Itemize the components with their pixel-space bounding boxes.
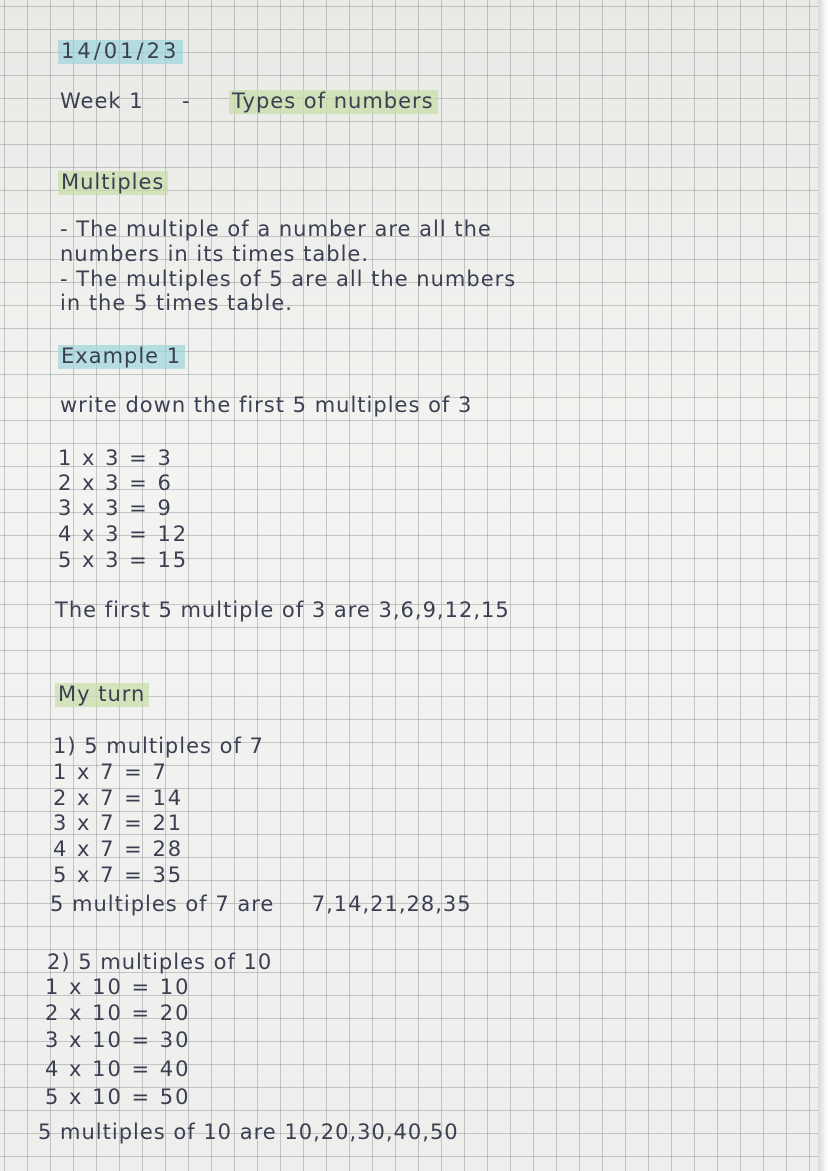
example-step-1: 1 x 3 = 3: [58, 446, 173, 470]
topic-title: Types of numbers: [229, 90, 438, 114]
example-step-3: 3 x 3 = 9: [58, 496, 173, 520]
question-2-title: 2) 5 multiples of 10: [47, 950, 273, 974]
title-line: [60, 90, 438, 114]
question-2-step-2: 2 x 10 = 20: [45, 1001, 191, 1025]
question-1-title: 1) 5 multiples of 7: [53, 734, 264, 758]
definition-line-3: - The multiples of 5 are all the numbers: [60, 267, 517, 291]
question-2-step-3: 3 x 10 = 30: [45, 1028, 191, 1052]
question-1-step-1: 1 x 7 = 7: [53, 760, 168, 784]
my-turn-heading: [55, 683, 149, 707]
my-turn-heading-text: My turn: [55, 683, 149, 707]
example-answer: The first 5 multiple of 3 are 3,6,9,12,15: [55, 598, 510, 622]
question-2-step-5: 5 x 10 = 50: [45, 1085, 191, 1109]
definition-line-1: - The multiple of a number are all the: [60, 217, 492, 241]
question-1-step-2: 2 x 7 = 14: [53, 786, 184, 810]
example-step-5: 5 x 3 = 15: [58, 548, 189, 572]
date-line: [58, 40, 183, 64]
week-label: Week 1: [60, 89, 144, 113]
question-1-answer: [50, 894, 472, 915]
multiples-heading: [58, 171, 168, 195]
question-2-step-4: 4 x 10 = 40: [45, 1057, 191, 1081]
question-2-step-1: 1 x 10 = 10: [45, 975, 191, 999]
example-heading-text: Example 1: [58, 345, 185, 369]
page-edge: [818, 0, 828, 1171]
title-separator: -: [181, 89, 191, 113]
example-step-2: 2 x 3 = 6: [58, 471, 173, 495]
definition-line-2: numbers in its times table.: [60, 242, 370, 266]
question-1-step-4: 4 x 7 = 28: [53, 837, 184, 861]
example-step-4: 4 x 3 = 12: [58, 522, 189, 546]
question-1-answer-label: 5 multiples of 7 are: [50, 892, 275, 916]
definition-line-4: in the 5 times table.: [60, 291, 293, 315]
question-1-answer-values: 7,14,21,28,35: [311, 892, 472, 916]
question-1-step-5: 5 x 7 = 35: [53, 863, 184, 887]
example-heading: [58, 345, 185, 369]
date-text: 14/01/23: [58, 40, 183, 64]
multiples-heading-text: Multiples: [58, 171, 168, 195]
question-2-answer: 5 multiples of 10 are 10,20,30,40,50: [38, 1120, 459, 1144]
example-question: write down the first 5 multiples of 3: [60, 393, 473, 417]
question-1-step-3: 3 x 7 = 21: [53, 811, 184, 835]
